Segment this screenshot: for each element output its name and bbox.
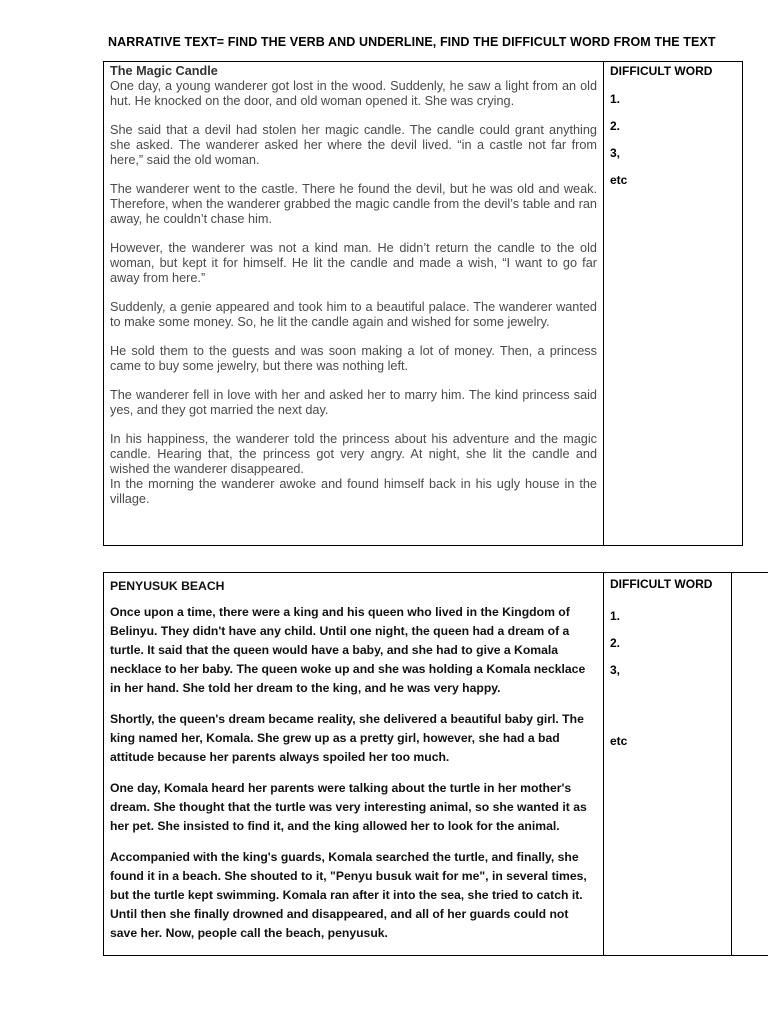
difficult-word-etc: etc — [610, 173, 628, 187]
story-paragraph: She said that a devil had stolen her magic candle. The candle could grant anything she asked. The wanderer asked her where the devil lived. “in a castle not far from here,” said the old woman. — [110, 123, 597, 167]
difficult-word-header: DIFFICULT WORD — [610, 577, 713, 591]
story-paragraph: In his happiness, the wanderer told the princess about his adventure and the magic candle. Hearing that, the princess got very angry. At night, she lit the candle and wished the wanderer disappeared. — [110, 432, 597, 476]
difficult-word-slot-1[interactable]: 1. — [610, 609, 621, 623]
magic-candle-story-cell — [104, 62, 604, 546]
difficult-word-slot-1[interactable]: 1. — [610, 92, 621, 106]
story-paragraph: One day, a young wanderer got lost in the wood. Suddenly, he saw a light from an old hut. He knocked on the door, and old woman opened it. She was crying. — [110, 79, 597, 108]
story-paragraph: Suddenly, a genie appeared and took him to a beautiful palace. The wanderer wanted to make some money. So, he lit the candle again and wished for some jewelry. — [110, 300, 597, 329]
story-paragraph: The wanderer fell in love with her and asked her to marry him. The kind princess said yes, and they got married the next day. — [110, 388, 597, 417]
difficult-word-slot-3[interactable]: 3, — [610, 146, 621, 160]
penyusuk-beach-table — [103, 572, 768, 956]
difficult-word-etc: etc — [610, 734, 628, 748]
worksheet-instruction: NARRATIVE TEXT= FIND THE VERB AND UNDERLINE, FIND THE DIFFICULT WORD FROM THE TEXT — [108, 35, 716, 49]
story-paragraph: He sold them to the guests and was soon making a lot of money. Then, a princess came to buy some jewelry, but there was nothing left. — [110, 344, 597, 373]
story-paragraph: One day, Komala heard her parents were talking about the turtle in her mother's dream. She thought that the turtle was very interesting animal, so she wanted it as her pet. She insisted to find it, and the king allowed her to look for the animal. — [110, 781, 587, 833]
empty-column — [732, 573, 768, 956]
difficult-word-header: DIFFICULT WORD — [610, 64, 713, 78]
story-paragraph: The wanderer went to the castle. There he found the devil, but he was old and weak. Therefore, when the wanderer grabbed the magic candle from the devil’s table and ran away, he couldn’t chase him. — [110, 182, 597, 226]
magic-candle-table — [103, 61, 743, 546]
story-paragraph: However, the wanderer was not a kind man. He didn’t return the candle to the old woman, but kept it for himself. He lit the candle and made a wish, “I want to go far away from here.” — [110, 241, 597, 285]
story-title: The Magic Candle — [110, 64, 218, 78]
story-title: PENYUSUK BEACH — [110, 579, 225, 593]
story-paragraph: Accompanied with the king's guards, Komala searched the turtle, and finally, she found it in a beach. She shouted to it, "Penyu busuk wait for me", in several times, but the turtle kept swimming. Komala ran after it into the sea, she tried to catch it. Until then she finally drowned and disappeared, and all of her guards could not save her. Now, people call the beach, penyusuk. — [110, 850, 587, 940]
difficult-word-slot-2[interactable]: 2. — [610, 636, 621, 650]
difficult-word-column — [604, 573, 732, 956]
story-paragraph: Shortly, the queen's dream became reality, she delivered a beautiful baby girl. The king named her, Komala. She grew up as a pretty girl, however, she had a bad attitude because her parents always spoiled her too much. — [110, 712, 584, 764]
difficult-word-slot-2[interactable]: 2. — [610, 119, 621, 133]
difficult-word-column — [604, 62, 743, 546]
difficult-word-slot-3[interactable]: 3, — [610, 663, 621, 677]
story-paragraph: Once upon a time, there were a king and his queen who lived in the Kingdom of Belinyu. They didn't have any child. Until one night, the queen had a dream of a turtle. It said that the queen would have a baby, and she had to give a Komala necklace to her baby. The queen woke up and she was holding a Komala necklace in her hand. She told her dream to the king, and he was very happy. — [110, 605, 586, 695]
penyusuk-story-cell — [104, 573, 604, 956]
story-paragraph: In the morning the wanderer awoke and found himself back in his ugly house in the village. — [110, 477, 597, 506]
